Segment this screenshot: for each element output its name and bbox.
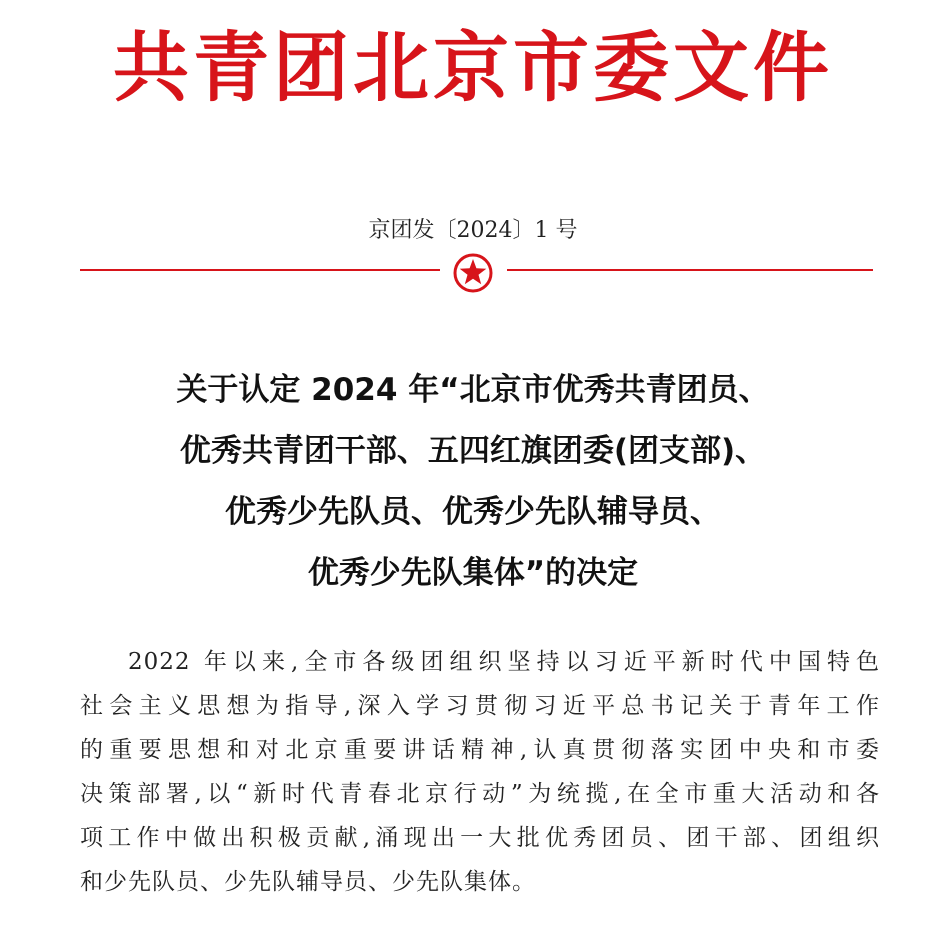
red-rule-right (507, 269, 873, 271)
document-masthead: 共青团北京市委文件 (113, 23, 833, 112)
body-line: 和少先队员、少先队辅导员、少先队集体。 (80, 869, 536, 895)
document-body (80, 640, 880, 904)
title-line: 关于认定 2024 年“北京市优秀共青团员、 (176, 372, 770, 408)
body-line: 决策部署,以“新时代青春北京行动”为统揽,在全市重大活动和各 (80, 781, 880, 807)
body-line: 社会主义思想为指导,深入学习贯彻习近平总书记关于青年工作 (80, 693, 880, 719)
title-line: 优秀少先队集体”的决定 (307, 555, 639, 591)
title-line: 优秀共青团干部、五四红旗团委(团支部)、 (179, 433, 767, 469)
body-line: 2022 年以来,全市各级团组织坚持以习近平新时代中国特色 (128, 649, 880, 675)
body-line: 的重要思想和对北京重要讲话精神,认真贯彻落实团中央和市委 (80, 737, 880, 763)
red-rule-left (80, 269, 440, 271)
document-title (60, 360, 886, 604)
body-line: 项工作中做出积极贡献,涌现出一大批优秀团员、团干部、团组织 (80, 825, 880, 851)
red-star-icon (453, 253, 493, 293)
document-number: 京团发〔2024〕1 号 (368, 218, 578, 243)
title-line: 优秀少先队员、优秀少先队辅导员、 (225, 494, 721, 530)
